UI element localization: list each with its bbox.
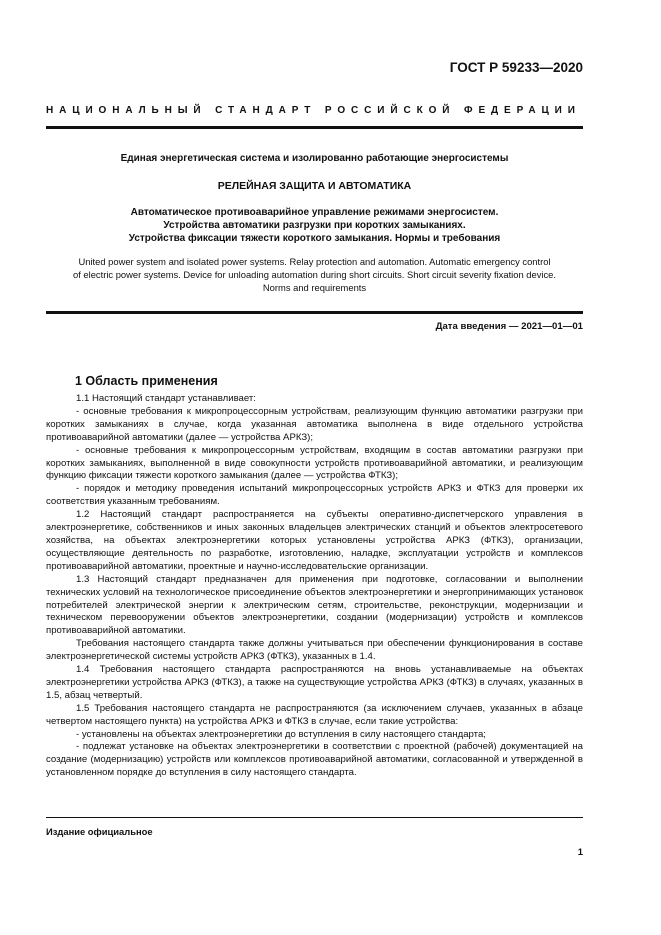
paragraph: 1.5 Требования настоящего стандарта не распространяются (за исключением случаев, указанных в абзаце четвертом настоящего пункта) на устройства АРКЗ и ФТКЗ в случае, если такие устройства: xyxy=(46,702,583,727)
footer-rule xyxy=(46,817,583,818)
header-rule xyxy=(46,126,583,129)
paragraph: 1.2 Настоящий стандарт распространяется на субъекты оперативно-диспетчерского управления в электроэнергетике, собственников и иных законных владельцев электрических станций и объектов электросетевого хозяйства, на объектах электроэнергетики которых установлены устройства АРКЗ (ФТКЗ), организации, осуществляющие деятельность по разработке, изготовлению, наладке, эксплуатации устройств и комплексов противоаварийной автоматики, проектные и научно-исследовательские организации. xyxy=(46,509,583,572)
standard-code: ГОСТ Р 59233—2020 xyxy=(449,60,583,75)
paragraph: 1.3 Настоящий стандарт предназначен для применения при подготовке, согласовании и выполнении технических условий на технологическое присоединение объектов электроэнергетики и энергопринимающих установок потребителей электрической энергии к электрическим сетям, строительстве, реконструкции, модернизации и техническом перевооружении объектов электроэнергетики, создании (модернизации) устройств и комплексов противоаварийной автоматики. xyxy=(46,573,583,637)
paragraph: - порядок и методику проведения испытаний микропроцессорных устройств АРКЗ и ФТКЗ для проверки их соответствия указанным требованиям. xyxy=(46,483,583,508)
page-number: 1 xyxy=(577,846,583,857)
english-title-line-2: of electric power systems. Device for unloading automation during short circuits. Short circuit severity fixation device. xyxy=(72,268,557,280)
paragraph: 1.1 Настоящий стандарт устанавливает: xyxy=(76,393,256,404)
official-edition-note: Издание официальное xyxy=(46,826,153,837)
introduction-date: Дата введения — 2021—01—01 xyxy=(435,321,583,332)
paragraph: - основные требования к микропроцессорным устройствам, входящим в состав автоматики разгрузки при коротких замыканиях, выполненной в виде совокупности устройств противоаварийной автоматики, и реализующим функцию фиксации тяжести короткого замыкания (далее — устройства ФТКЗ); xyxy=(46,444,583,482)
title-rule xyxy=(46,311,583,314)
english-title-line-1: United power system and isolated power systems. Relay protection and automation. Automatic emergency control xyxy=(78,256,551,267)
paragraph: - установлены на объектах электроэнергетики до вступления в силу настоящего стандарта; xyxy=(76,728,486,740)
english-title-line-3: Norms and requirements xyxy=(262,281,367,293)
paragraph: - основные требования к микропроцессорным устройствам, реализующим функцию автоматики разгрузки при коротких замыканиях в случае, когда указанная автоматика выполнена в виде отдельного устройства противоаварийной автоматики (далее — устройства АРКЗ); xyxy=(46,405,583,443)
title-line-3: Автоматическое противоаварийное управление режимами энергосистем. xyxy=(130,207,499,218)
section-body xyxy=(46,393,583,780)
english-title xyxy=(46,256,583,294)
title-line-5: Устройства фиксации тяжести короткого замыкания. Нормы и требования xyxy=(128,232,501,244)
title-line-4: Устройства автоматики разгрузки при коротких замыканиях. xyxy=(163,219,466,231)
title-line-1: Единая энергетическая система и изолированно работающие энергосистемы xyxy=(120,153,509,164)
section-heading: 1 Область применения xyxy=(75,374,218,388)
paragraph: 1.4 Требования настоящего стандарта распространяются на вновь устанавливаемые на объектах электроэнергетики устройства АРКЗ (ФТКЗ), а также на существующие устройства АРКЗ (ФТКЗ) в случаях, указанных в 1.5, абзац четвертый. xyxy=(46,664,583,701)
paragraph: - подлежат установке на объектах электроэнергетики в соответствии с проектной (рабочей) документацией на создание (модернизацию) устройств или комплексов противоаварийной автоматики, согласованной и утвержденной в установленном порядке до вступления в силу настоящего стандарта. xyxy=(46,741,583,779)
title-subtitle xyxy=(46,207,583,245)
paragraph: Требования настоящего стандарта также должны учитываться при обеспечении функционирования в составе электроэнергетической системы устройств АРКЗ (ФТКЗ), указанных в 1.4. xyxy=(46,638,583,663)
national-standard-banner: НАЦИОНАЛЬНЫЙ СТАНДАРТ РОССИЙСКОЙ ФЕДЕРАЦИИ xyxy=(46,105,581,116)
title-line-2: РЕЛЕЙНАЯ ЗАЩИТА И АВТОМАТИКА xyxy=(217,180,412,192)
